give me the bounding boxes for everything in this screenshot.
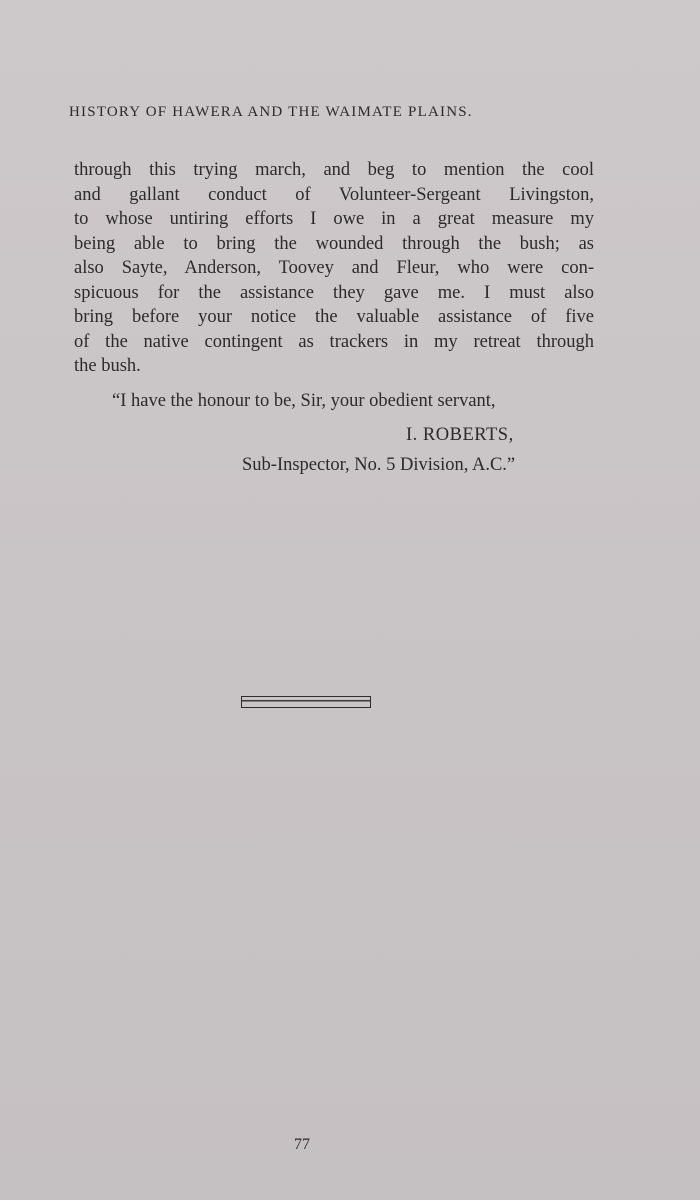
- running-head: HISTORY OF HAWERA AND THE WAIMATE PLAINS.: [69, 104, 473, 120]
- body-paragraph: [74, 158, 594, 379]
- signature-name: I. ROBERTS,: [406, 425, 514, 445]
- text-line: through this trying march, and beg to mention the cool: [74, 160, 594, 180]
- letter-closing: “I have the honour to be, Sir, your obedient servant,: [112, 391, 496, 411]
- text-line: also Sayte, Anderson, Toovey and Fleur, who were con-: [74, 258, 594, 278]
- text-line: and gallant conduct of Volunteer-Sergeant Livingston,: [74, 184, 594, 205]
- text-line: of the native contingent as trackers in my retreat through: [74, 331, 594, 352]
- signature-title: Sub-Inspector, No. 5 Division, A.C.”: [242, 455, 516, 475]
- page-number: 77: [294, 1136, 310, 1153]
- tailpiece-ornament: [241, 696, 371, 708]
- text-line: bring before your notice the valuable assistance of five: [74, 307, 594, 327]
- text-line: the bush.: [74, 356, 141, 376]
- text-line: spicuous for the assistance they gave me. I must also: [74, 282, 594, 303]
- text-line: being able to bring the wounded through the bush; as: [74, 233, 594, 254]
- text-line: to whose untiring efforts I owe in a great measure my: [74, 209, 594, 229]
